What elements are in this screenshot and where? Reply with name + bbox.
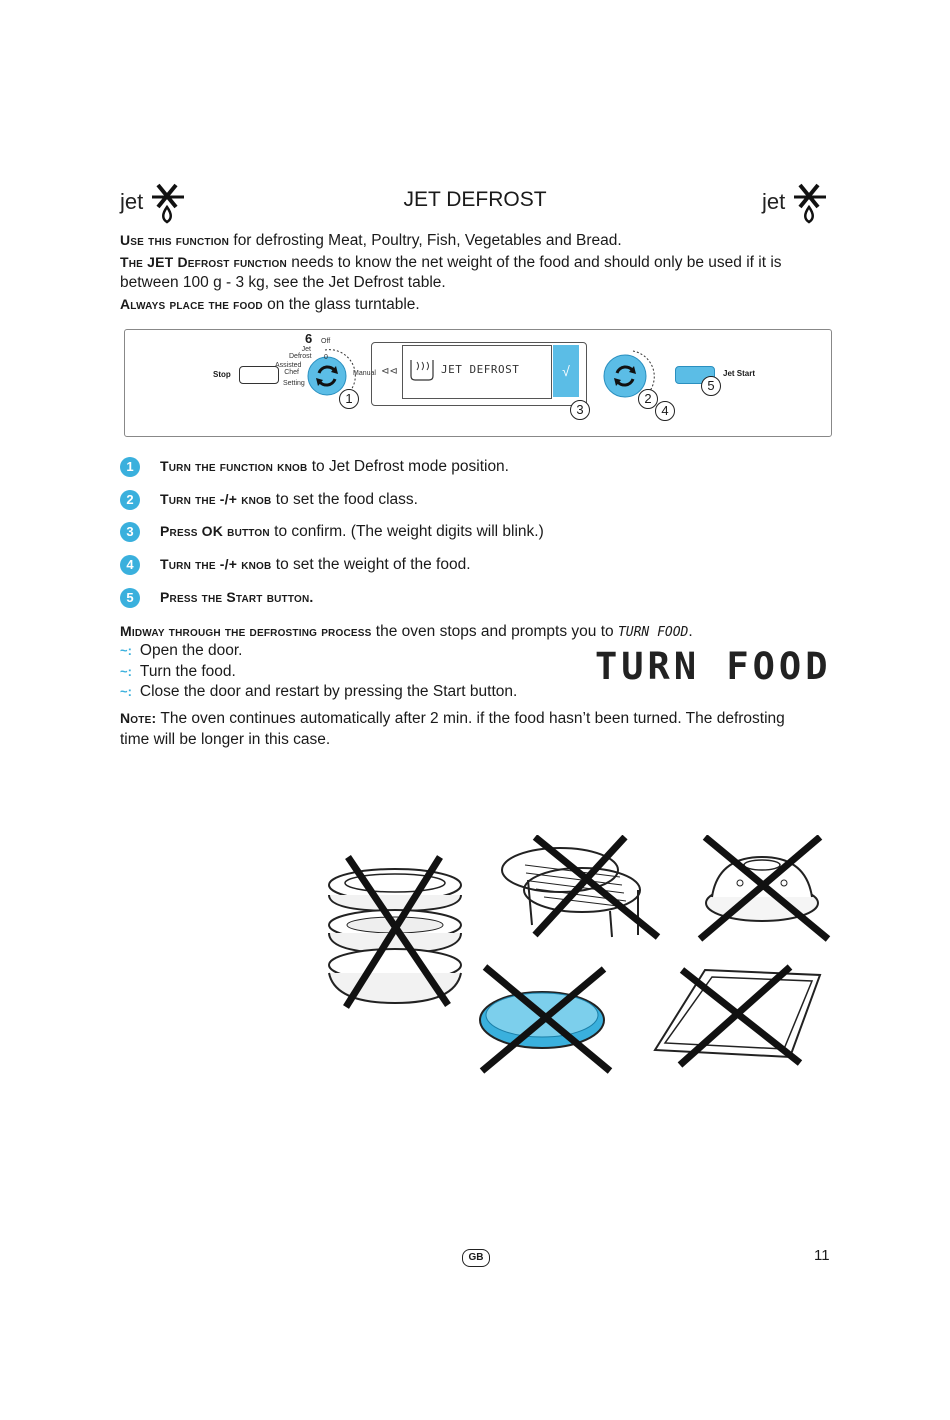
note-text: Note: The oven continues automatically after 2 min. if the food hasn’t been turned. The defrosting time will be longer in this case. bbox=[120, 710, 785, 748]
jet-logo-left: jet bbox=[120, 183, 192, 223]
knob-assisted-chef-label: Assisted Chef bbox=[275, 362, 302, 376]
jet-logo-icon bbox=[792, 183, 832, 225]
knob-manual-label: Manual bbox=[353, 370, 376, 377]
unsuitable-accessories-illustration bbox=[320, 835, 840, 1075]
cover-crossed bbox=[700, 837, 828, 939]
baking-tray-crossed bbox=[655, 967, 820, 1065]
bullet-1: ~: Open the door. bbox=[120, 642, 243, 659]
intro-line-1: Use this function for defrosting Meat, Poultry, Fish, Vegetables and Bread. bbox=[120, 232, 622, 249]
bullet-3: ~: Close the door and restart by pressing the Start button. bbox=[120, 683, 518, 700]
knob-zero-label: 0 bbox=[324, 354, 328, 361]
intro-line-4: Always place the food on the glass turntable. bbox=[120, 295, 420, 313]
display-text: JET DEFROST bbox=[441, 363, 520, 376]
midway-lcd-inline: TURN FOOD bbox=[617, 625, 689, 640]
grill-rack-crossed bbox=[502, 837, 658, 937]
step-number: 4 bbox=[120, 555, 140, 575]
control-panel-diagram bbox=[124, 329, 832, 437]
intro-text bbox=[120, 230, 840, 315]
jet-start-label: Jet Start bbox=[723, 369, 756, 378]
step-number: 5 bbox=[120, 588, 140, 608]
step-number: 3 bbox=[120, 522, 140, 542]
back-button[interactable]: ⊲⊲ bbox=[381, 366, 398, 377]
page-number: 11 bbox=[814, 1247, 830, 1264]
region-badge: GB bbox=[462, 1249, 490, 1267]
callout-1: 1 bbox=[339, 389, 359, 409]
stop-button[interactable] bbox=[239, 366, 279, 384]
midway-text: Midway through the defrosting process the oven stops and prompts you to TURN FOOD. bbox=[120, 623, 693, 640]
page-title: JET DEFROST bbox=[403, 188, 547, 211]
dish-stack-crossed bbox=[329, 857, 461, 1007]
knob-six-label: 6 bbox=[305, 331, 313, 346]
callout-4: 4 bbox=[655, 401, 675, 421]
jet-logo-right: jet bbox=[762, 183, 834, 223]
knob-setting-label: Setting bbox=[283, 380, 305, 387]
intro-line-2: The JET Defrost function needs to know the net weight of the food and should only be used if it is bbox=[120, 253, 782, 271]
bullet-icon: ~: bbox=[120, 684, 132, 699]
defrost-icon bbox=[409, 358, 435, 384]
bullet-icon: ~: bbox=[120, 664, 132, 679]
callout-3: 3 bbox=[570, 400, 590, 420]
stop-label: Stop bbox=[213, 370, 231, 379]
lcd-turn-food-display: TURN FOOD bbox=[595, 645, 832, 688]
step-number: 2 bbox=[120, 490, 140, 510]
intro-line-3: between 100 g - 3 kg, see the Jet Defrost table. bbox=[120, 274, 446, 291]
step-number: 1 bbox=[120, 457, 140, 477]
crisp-plate-crossed bbox=[480, 967, 610, 1071]
callout-5: 5 bbox=[701, 376, 721, 396]
bullet-icon: ~: bbox=[120, 643, 132, 658]
callout-2: 2 bbox=[638, 389, 658, 409]
knob-jet-defrost-label: Jet Defrost bbox=[289, 346, 312, 360]
ok-button[interactable]: √ bbox=[553, 345, 579, 397]
bullet-2: ~: Turn the food. bbox=[120, 663, 236, 680]
display-screen bbox=[402, 345, 552, 399]
knob-off-label: Off bbox=[321, 338, 331, 345]
